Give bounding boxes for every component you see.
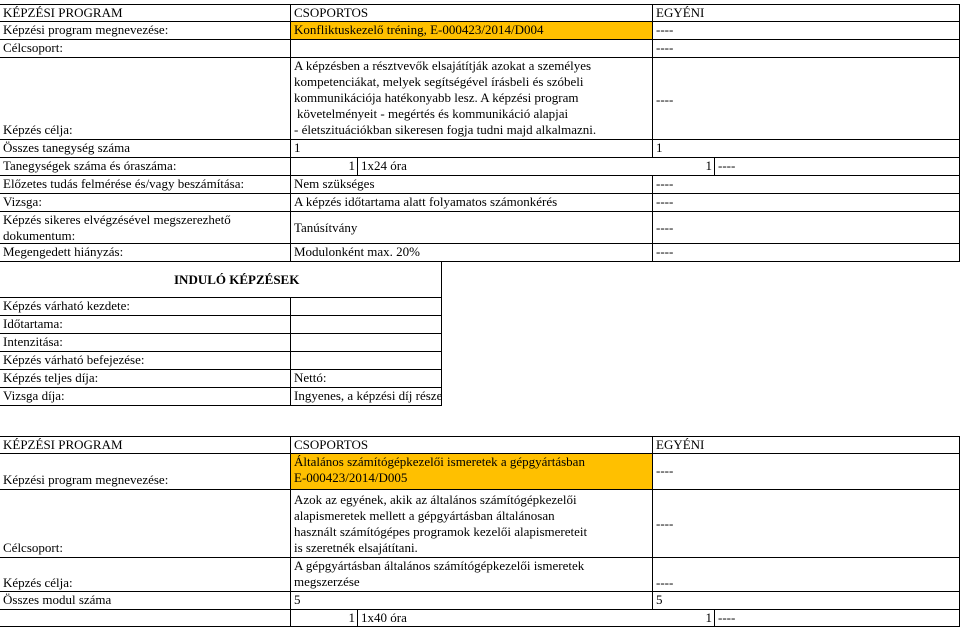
starting-courses-title: INDULÓ KÉPZÉSEK (174, 272, 300, 287)
t1-certificate-value: Tanúsítvány (290, 212, 652, 244)
full-fee-label: Képzés teljes díja: (0, 370, 290, 388)
t1-goal-line: követelményeit - megértés és kommunikáció alapjai (297, 106, 569, 121)
t1-goal-value (290, 58, 652, 140)
t1-goal-line: kommunikációja hatékonyabb lesz. A képzési program (294, 90, 579, 105)
t2-target-value (290, 490, 652, 558)
intensity-value (290, 334, 442, 352)
t1-total-egyeni: 1 (652, 140, 960, 158)
t1-goal-egyeni: ---- (652, 58, 960, 140)
t2-units-count-egyeni: 1 (652, 610, 714, 627)
t2-header-program: KÉPZÉSI PROGRAM (0, 436, 290, 454)
t1-goal-line: kompetenciákat, melyek segítségével írásbeli és szóbeli (294, 74, 584, 89)
t1-target-label: Célcsoport: (0, 40, 290, 58)
t1-exam-value: A képzés időtartama alatt folyamatos számonkérés (290, 194, 652, 212)
t1-name-label: Képzési program megnevezése: (0, 22, 290, 40)
t1-name-value: Konfliktuskezelő tréning, E-000423/2014/D004 (290, 22, 652, 40)
t2-name-egyeni: ---- (652, 454, 960, 490)
t2-name-label: Képzési program megnevezése: (0, 454, 290, 490)
exam-fee-value: Ingyenes, a képzési díj része (290, 388, 442, 406)
intensity-label: Intenzitása: (0, 334, 290, 352)
t2-target-label: Célcsoport: (0, 490, 290, 558)
t1-certificate-egyeni: ---- (652, 212, 960, 244)
t2-header-egyeni: EGYÉNI (652, 436, 960, 454)
t2-goal-value (290, 558, 652, 592)
t1-prior-label: Előzetes tudás felmérése és/vagy beszámítása: (0, 176, 290, 194)
t2-target-line: alapismeretek mellett a gépgyártásban általánosan (294, 508, 555, 523)
t1-goal-line: A képzésben a résztvevők elsajátítják azokat a személyes (294, 58, 592, 73)
t1-header-csoportos: CSOPORTOS (290, 4, 652, 22)
t1-absence-label: Megengedett hiányzás: (0, 244, 290, 262)
t1-name-egyeni: ---- (652, 22, 960, 40)
starting-row-label: Képzés várható kezdete: (0, 298, 290, 316)
t1-exam-egyeni: ---- (652, 194, 960, 212)
t1-certificate-label-line: Képzés sikeres elvégzésével megszerezhető (3, 212, 231, 227)
t1-header-egyeni: EGYÉNI (652, 4, 960, 22)
t1-exam-label: Vizsga: (0, 194, 290, 212)
duration-value (290, 316, 442, 334)
t2-name-line: E-000423/2014/D005 (294, 470, 408, 485)
t2-name-line: Általános számítógépkezelői ismeretek a gépgyártásban (294, 454, 585, 469)
t1-target-egyeni: ---- (652, 40, 960, 58)
t1-goal-label: Képzés célja: (0, 58, 290, 140)
t1-absence-value: Modulonként max. 20% (290, 244, 652, 262)
t1-units-egyeni: ---- (714, 158, 960, 176)
t1-total-label: Összes tanegység száma (0, 140, 290, 158)
t1-target-value (290, 40, 652, 58)
t2-name-value (290, 454, 652, 490)
duration-label: Időtartama: (0, 316, 290, 334)
t2-goal-line: megszerzése (294, 574, 360, 589)
t1-absence-egyeni: ---- (652, 244, 960, 262)
full-fee-netto: Nettó: (290, 370, 442, 388)
t2-target-line: Azok az egyének, akik az általános számítógépkezelői (294, 492, 577, 507)
t1-units-count-egyeni: 1 (652, 158, 714, 176)
t2-units-label (0, 610, 290, 627)
t1-total-csop: 1 (290, 140, 652, 158)
t2-goal-line: A gépgyártásban általános számítógépkezelői ismeretek (294, 558, 585, 573)
t2-total-label: Összes modul száma (0, 592, 290, 610)
t1-header-program: KÉPZÉSI PROGRAM (0, 4, 290, 22)
t2-target-line: is szeretnék elsajátítani. (294, 540, 418, 555)
exam-fee-label: Vizsga díja: (0, 388, 290, 406)
starting-row-value (290, 298, 442, 316)
t2-goal-egyeni: ---- (652, 558, 960, 592)
t1-units-count: 1 (290, 158, 357, 176)
t2-goal-label: Képzés célja: (0, 558, 290, 592)
end-date-label: Képzés várható befejezése: (0, 352, 290, 370)
t2-units-hours: 1x40 óra (357, 610, 714, 627)
end-date-value (290, 352, 442, 370)
t1-goal-line: - életszituációkban sikeresen fogja tudni majd alkalmazni. (294, 122, 597, 137)
t1-certificate-label-line: dokumentum: (3, 228, 76, 243)
t2-units-egyeni: ---- (714, 610, 960, 627)
t2-target-egyeni: ---- (652, 490, 960, 558)
t1-prior-egyeni: ---- (652, 176, 960, 194)
t1-units-hours: 1x24 óra (357, 158, 714, 176)
t1-units-label: Tanegységek száma és óraszáma: (0, 158, 290, 176)
t1-prior-value: Nem szükséges (290, 176, 652, 194)
t2-target-line: használt számítógépes programok kezelői alapismereteit (294, 524, 588, 539)
t2-total-egyeni: 5 (652, 592, 960, 610)
t2-total-csop: 5 (290, 592, 652, 610)
t2-header-csoportos: CSOPORTOS (290, 436, 652, 454)
t2-units-count: 1 (290, 610, 357, 627)
t1-certificate-label (0, 212, 290, 244)
